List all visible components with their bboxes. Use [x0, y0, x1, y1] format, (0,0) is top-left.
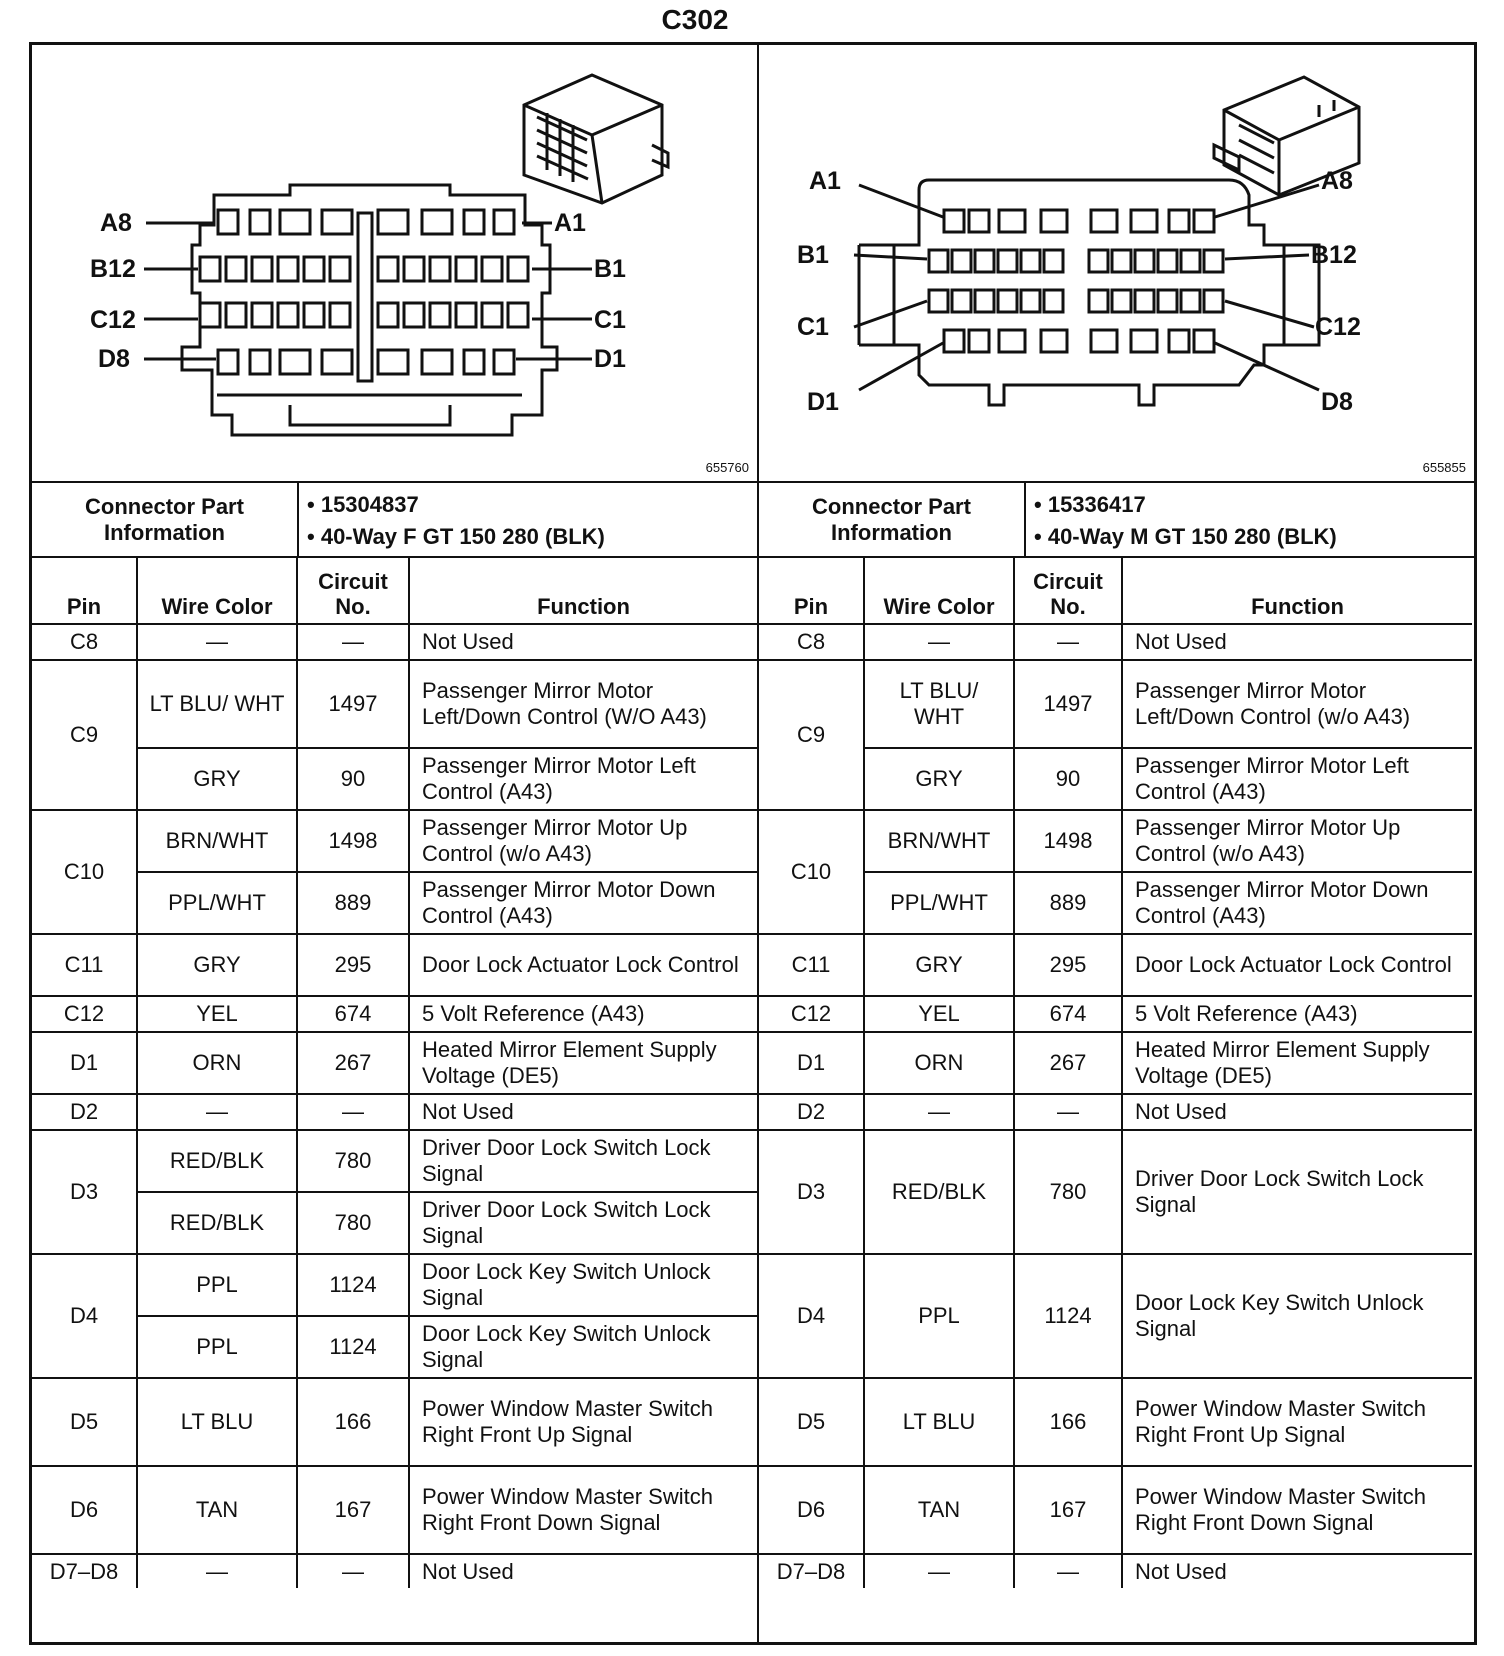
table-row — [759, 1466, 1472, 1554]
table-row — [759, 624, 1472, 660]
wire-color-cell: GRY — [137, 934, 297, 996]
table-row — [759, 1130, 1472, 1254]
header-function: Function — [1122, 558, 1472, 624]
table-row — [759, 660, 1472, 748]
table-row — [32, 1466, 757, 1554]
left-connector-diagram — [32, 45, 757, 483]
wire-color-cell: RED/BLK — [137, 1130, 297, 1192]
circuit-cell: 1124 — [297, 1254, 409, 1316]
table-row — [32, 660, 757, 748]
pin-cell: C9 — [32, 660, 137, 810]
wire-color-cell: BRN/WHT — [864, 810, 1014, 872]
function-cell: Passenger Mirror Motor Up Control (w/o A43) — [1122, 810, 1472, 872]
part-info — [759, 483, 1474, 558]
wire-color-cell: GRY — [864, 748, 1014, 810]
circuit-cell: 167 — [1014, 1466, 1122, 1554]
pin-cell: D6 — [32, 1466, 137, 1554]
connector-sheet — [29, 42, 1477, 1645]
circuit-cell: 90 — [1014, 748, 1122, 810]
circuit-cell: — — [297, 624, 409, 660]
table-row — [32, 810, 757, 872]
function-cell: Not Used — [409, 1094, 757, 1130]
table-row — [759, 996, 1472, 1032]
header-circuit-no: Circuit No. — [1014, 558, 1122, 624]
part-info-list — [307, 489, 605, 553]
pin-cell: C12 — [32, 996, 137, 1032]
right-pin-row-d — [944, 330, 1214, 352]
pin-label-b1: B1 — [594, 255, 626, 283]
pin-table — [32, 558, 757, 1588]
table-row — [32, 1032, 757, 1094]
circuit-cell: 674 — [297, 996, 409, 1032]
header-circuit-no: Circuit No. — [297, 558, 409, 624]
pin-label-b1: B1 — [797, 241, 829, 269]
part-info-label: Connector Part Information — [759, 483, 1026, 556]
function-cell: Power Window Master Switch Right Front Down Signal — [1122, 1466, 1472, 1554]
table-row — [759, 748, 1472, 810]
header-pin: Pin — [759, 558, 864, 624]
pin-label-c12: C12 — [90, 306, 136, 334]
table-row — [32, 1554, 757, 1588]
function-cell: Not Used — [1122, 1554, 1472, 1588]
function-cell: Door Lock Actuator Lock Control — [409, 934, 757, 996]
circuit-cell: 780 — [297, 1192, 409, 1254]
table-row — [759, 1554, 1472, 1588]
pin-label-b12: B12 — [90, 255, 136, 283]
header-wire-color: Wire Color — [864, 558, 1014, 624]
function-cell: Not Used — [409, 1554, 757, 1588]
function-cell: Passenger Mirror Motor Left/Down Control (w/o A43) — [1122, 660, 1472, 748]
right-connector-diagram — [759, 45, 1474, 483]
pin-cell: D5 — [32, 1378, 137, 1466]
circuit-cell: 889 — [1014, 872, 1122, 934]
pin-cell: C8 — [759, 624, 864, 660]
header-pin: Pin — [32, 558, 137, 624]
circuit-cell: 1498 — [297, 810, 409, 872]
circuit-cell: — — [297, 1554, 409, 1588]
function-cell: Driver Door Lock Switch Lock Signal — [409, 1130, 757, 1192]
pin-cell: D1 — [759, 1032, 864, 1094]
right-pin-row-a — [944, 210, 1214, 232]
circuit-cell: 295 — [1014, 934, 1122, 996]
pin-label-c12: C12 — [1315, 313, 1361, 341]
table-row — [32, 1130, 757, 1192]
wire-color-cell: YEL — [137, 996, 297, 1032]
table-row — [32, 1094, 757, 1130]
function-cell: Door Lock Key Switch Unlock Signal — [409, 1316, 757, 1378]
pin-label-d8: D8 — [1321, 388, 1353, 416]
circuit-cell: 1124 — [297, 1316, 409, 1378]
table-header-row — [32, 558, 757, 624]
pin-cell: D4 — [759, 1254, 864, 1378]
function-cell: Heated Mirror Element Supply Voltage (DE5) — [409, 1032, 757, 1094]
header-wire-color: Wire Color — [137, 558, 297, 624]
function-cell: Door Lock Key Switch Unlock Signal — [1122, 1254, 1472, 1378]
left-iso-sketch — [524, 75, 668, 203]
pin-cell: C11 — [759, 934, 864, 996]
circuit-cell: 166 — [297, 1378, 409, 1466]
function-cell: Power Window Master Switch Right Front Up Signal — [1122, 1378, 1472, 1466]
table-row — [32, 1192, 757, 1254]
function-cell: Door Lock Key Switch Unlock Signal — [409, 1254, 757, 1316]
table-row — [32, 934, 757, 996]
circuit-cell: 1124 — [1014, 1254, 1122, 1378]
table-header-row — [759, 558, 1472, 624]
function-cell: 5 Volt Reference (A43) — [1122, 996, 1472, 1032]
pin-cell: D2 — [32, 1094, 137, 1130]
circuit-cell: — — [1014, 1094, 1122, 1130]
pin-cell: C11 — [32, 934, 137, 996]
part-number: • 15336417 — [1034, 489, 1337, 521]
function-cell: Driver Door Lock Switch Lock Signal — [409, 1192, 757, 1254]
pin-cell: D3 — [32, 1130, 137, 1254]
wire-color-cell: ORN — [864, 1032, 1014, 1094]
wire-color-cell: — — [137, 1554, 297, 1588]
table-row — [759, 872, 1472, 934]
pin-cell: C8 — [32, 624, 137, 660]
left-pin-row-b — [200, 257, 528, 281]
wire-color-cell: TAN — [137, 1466, 297, 1554]
part-info — [32, 483, 757, 558]
pin-cell: D5 — [759, 1378, 864, 1466]
circuit-cell: 1498 — [1014, 810, 1122, 872]
pin-label-a8: A8 — [100, 209, 132, 237]
male-connector-drawing — [759, 45, 1472, 481]
pin-cell: D2 — [759, 1094, 864, 1130]
pin-table — [759, 558, 1472, 1588]
circuit-cell: — — [1014, 1554, 1122, 1588]
wire-color-cell: PPL — [137, 1316, 297, 1378]
wire-color-cell: RED/BLK — [864, 1130, 1014, 1254]
pin-label-d1: D1 — [594, 345, 626, 373]
function-cell: Passenger Mirror Motor Down Control (A43) — [409, 872, 757, 934]
table-row — [759, 1378, 1472, 1466]
function-cell: Passenger Mirror Motor Up Control (w/o A43) — [409, 810, 757, 872]
wire-color-cell: GRY — [864, 934, 1014, 996]
left-connector-panel — [32, 45, 759, 1642]
wire-color-cell: ORN — [137, 1032, 297, 1094]
pin-label-a1: A1 — [554, 209, 586, 237]
circuit-cell: 167 — [297, 1466, 409, 1554]
circuit-cell: — — [297, 1094, 409, 1130]
wire-color-cell: BRN/WHT — [137, 810, 297, 872]
pin-cell: D4 — [32, 1254, 137, 1378]
table-row — [759, 1094, 1472, 1130]
wire-color-cell: LT BLU — [864, 1378, 1014, 1466]
wire-color-cell: GRY — [137, 748, 297, 810]
circuit-cell: 267 — [297, 1032, 409, 1094]
left-pin-row-d — [218, 350, 514, 374]
function-cell: Not Used — [1122, 1094, 1472, 1130]
part-info-label: Connector Part Information — [32, 483, 299, 556]
function-cell: Power Window Master Switch Right Front Down Signal — [409, 1466, 757, 1554]
function-cell: Heated Mirror Element Supply Voltage (DE5) — [1122, 1032, 1472, 1094]
pin-cell: D6 — [759, 1466, 864, 1554]
circuit-cell: 90 — [297, 748, 409, 810]
part-number: • 15304837 — [307, 489, 605, 521]
circuit-cell: 674 — [1014, 996, 1122, 1032]
table-row — [32, 748, 757, 810]
pin-label-c1: C1 — [797, 313, 829, 341]
female-connector-drawing — [32, 45, 757, 481]
pin-label-a8: A8 — [1321, 167, 1353, 195]
table-row — [32, 1316, 757, 1378]
pin-label-c1: C1 — [594, 306, 626, 334]
wire-color-cell: LT BLU/ WHT — [864, 660, 1014, 748]
function-cell: Not Used — [409, 624, 757, 660]
right-pin-row-b — [929, 250, 1223, 272]
circuit-cell: 267 — [1014, 1032, 1122, 1094]
pin-cell: D7–D8 — [32, 1554, 137, 1588]
wire-color-cell: PPL — [864, 1254, 1014, 1378]
pin-cell: D1 — [32, 1032, 137, 1094]
right-connector-panel — [759, 45, 1474, 1642]
table-row — [759, 1254, 1472, 1378]
wire-color-cell: YEL — [864, 996, 1014, 1032]
function-cell: Door Lock Actuator Lock Control — [1122, 934, 1472, 996]
function-cell: Passenger Mirror Motor Down Control (A43) — [1122, 872, 1472, 934]
circuit-cell: 166 — [1014, 1378, 1122, 1466]
wire-color-cell: PPL/WHT — [137, 872, 297, 934]
pin-cell: C9 — [759, 660, 864, 810]
wire-color-cell: — — [137, 1094, 297, 1130]
wire-color-cell: LT BLU/ WHT — [137, 660, 297, 748]
pin-cell: C10 — [32, 810, 137, 934]
circuit-cell: 780 — [1014, 1130, 1122, 1254]
function-cell: Passenger Mirror Motor Left Control (A43) — [1122, 748, 1472, 810]
figure-number: 655760 — [705, 460, 749, 475]
table-row — [32, 1254, 757, 1316]
wire-color-cell: — — [864, 624, 1014, 660]
wire-color-cell: PPL — [137, 1254, 297, 1316]
table-row — [32, 872, 757, 934]
pin-cell: D7–D8 — [759, 1554, 864, 1588]
wire-color-cell: RED/BLK — [137, 1192, 297, 1254]
right-pin-row-c — [929, 290, 1223, 312]
function-cell: Driver Door Lock Switch Lock Signal — [1122, 1130, 1472, 1254]
pin-cell: C12 — [759, 996, 864, 1032]
page-title: C302 — [661, 4, 729, 35]
function-cell: Passenger Mirror Motor Left/Down Control (W/O A43) — [409, 660, 757, 748]
circuit-cell: 295 — [297, 934, 409, 996]
table-row — [32, 1378, 757, 1466]
part-description: • 40-Way F GT 150 280 (BLK) — [307, 521, 605, 553]
pin-cell: C10 — [759, 810, 864, 934]
circuit-cell: 1497 — [297, 660, 409, 748]
wire-color-cell: TAN — [864, 1466, 1014, 1554]
function-cell: Not Used — [1122, 624, 1472, 660]
wire-color-cell: PPL/WHT — [864, 872, 1014, 934]
circuit-cell: 780 — [297, 1130, 409, 1192]
function-cell: 5 Volt Reference (A43) — [409, 996, 757, 1032]
table-row — [759, 934, 1472, 996]
pin-label-b12: B12 — [1311, 241, 1357, 269]
part-description: • 40-Way M GT 150 280 (BLK) — [1034, 521, 1337, 553]
table-row — [32, 996, 757, 1032]
part-info-list — [1034, 489, 1337, 553]
wire-color-cell: — — [864, 1554, 1014, 1588]
circuit-cell: 889 — [297, 872, 409, 934]
circuit-cell: 1497 — [1014, 660, 1122, 748]
wire-color-cell: — — [864, 1094, 1014, 1130]
pin-label-d1: D1 — [807, 388, 839, 416]
pin-label-a1: A1 — [809, 167, 841, 195]
wire-color-cell: — — [137, 624, 297, 660]
figure-number: 655855 — [1422, 460, 1466, 475]
circuit-cell: — — [1014, 624, 1122, 660]
pin-cell: D3 — [759, 1130, 864, 1254]
table-row — [759, 810, 1472, 872]
function-cell: Passenger Mirror Motor Left Control (A43) — [409, 748, 757, 810]
table-row — [759, 1032, 1472, 1094]
left-pin-row-c — [200, 303, 528, 327]
wire-color-cell: LT BLU — [137, 1378, 297, 1466]
header-function: Function — [409, 558, 757, 624]
function-cell: Power Window Master Switch Right Front Up Signal — [409, 1378, 757, 1466]
table-row — [32, 624, 757, 660]
pin-label-d8: D8 — [98, 345, 130, 373]
